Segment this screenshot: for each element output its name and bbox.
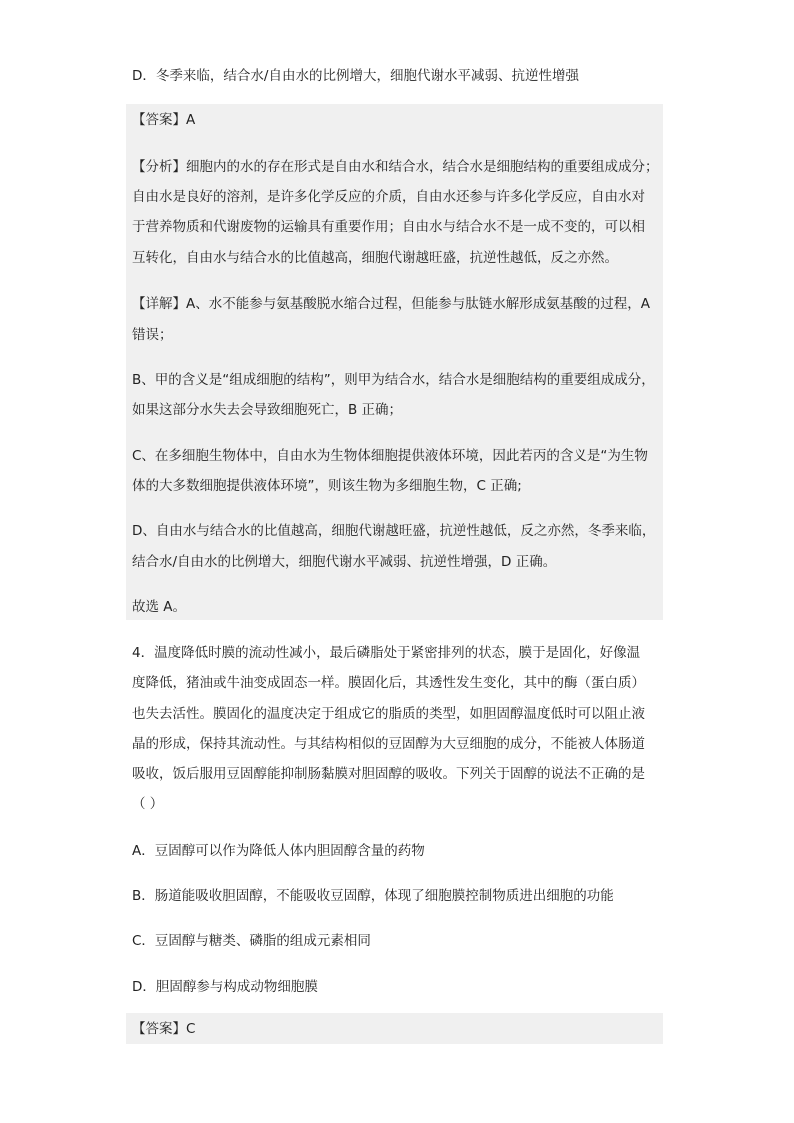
q4-stem-line: 度降低，猪油或牛油变成固态一样。膜固化后，其透性发生变化，其中的酶（蛋白质）: [132, 675, 645, 691]
q3-analysis-line: 自由水是良好的溶剂，是许多化学反应的介质，自由水还参与许多化学反应，自由水对: [132, 189, 645, 205]
q3-detail-c-line: C、在多细胞生物体中，自由水为生物体细胞提供液体环境，因此若丙的含义是“为生物: [132, 448, 648, 464]
q3-detail-c-line: 体的大多数细胞提供液体环境”，则该生物为多细胞生物，C 正确;: [132, 478, 522, 494]
q4-answer-block: [126, 1013, 663, 1044]
q3-detail-d-line: D、自由水与结合水的比值越高，细胞代谢越旺盛，抗逆性越低，反之亦然，冬季来临，: [132, 523, 656, 539]
q4-option-c: C．豆固醇与糖类、磷脂的组成元素相同: [132, 933, 371, 949]
q3-analysis-line: 互转化，自由水与结合水的比值越高，细胞代谢越旺盛，抗逆性越低，反之亦然。: [132, 250, 618, 266]
q3-analysis-line: 于营养物质和代谢废物的运输具有重要作用；自由水与结合水不是一成不变的，可以相: [132, 219, 645, 235]
q3-answer: 【答案】A: [132, 112, 196, 128]
q3-detail-a-line: 错误；: [132, 327, 173, 343]
q4-answer: 【答案】C: [132, 1021, 196, 1037]
q4-option-b: B．肠道能吸收胆固醇，不能吸收豆固醇，体现了细胞膜控制物质进出细胞的功能: [132, 888, 614, 904]
q4-option-a: A．豆固醇可以作为降低人体内胆固醇含量的药物: [132, 843, 425, 859]
q3-answer-block: [126, 104, 663, 620]
q4-stem-line: 也失去活性。膜固化的温度决定于组成它的脂质的类型，如胆固醇温度低时可以阻止液: [132, 706, 645, 722]
q3-option-d: D．冬季来临，结合水/自由水的比例增大，细胞代谢水平减弱、抗逆性增强: [132, 68, 579, 84]
q3-analysis-line: 【分析】细胞内的水的存在形式是自由水和结合水，结合水是细胞结构的重要组成成分；: [132, 159, 659, 175]
q4-stem-line: （ ）: [132, 796, 164, 812]
q3-detail-b-line: 如果这部分水失去会导致细胞死亡，B 正确；: [132, 402, 403, 418]
q3-conclusion: 故选 A。: [132, 599, 187, 615]
q4-stem-line: 晶的形成，保持其流动性。与其结构相似的豆固醇为大豆细胞的成分，不能被人体肠道: [132, 736, 645, 752]
q4-stem-line: 4．温度降低时膜的流动性减小，最后磷脂处于紧密排列的状态，膜于是固化，好像温: [132, 645, 641, 661]
q3-detail-a-line: 【详解】A、水不能参与氨基酸脱水缩合过程，但能参与肽链水解形成氨基酸的过程，A: [132, 296, 650, 312]
q4-stem-line: 吸收，饭后服用豆固醇能抑制肠黏膜对胆固醇的吸收。下列关于固醇的说法不正确的是: [132, 766, 645, 782]
q3-detail-d-line: 结合水/自由水的比例增大，细胞代谢水平减弱、抗逆性增强，D 正确。: [132, 554, 557, 570]
q4-option-d: D．胆固醇参与构成动物细胞膜: [132, 979, 318, 995]
q3-detail-b-line: B、甲的含义是“组成细胞的结构”，则甲为结合水，结合水是细胞结构的重要组成成分，: [132, 372, 655, 388]
